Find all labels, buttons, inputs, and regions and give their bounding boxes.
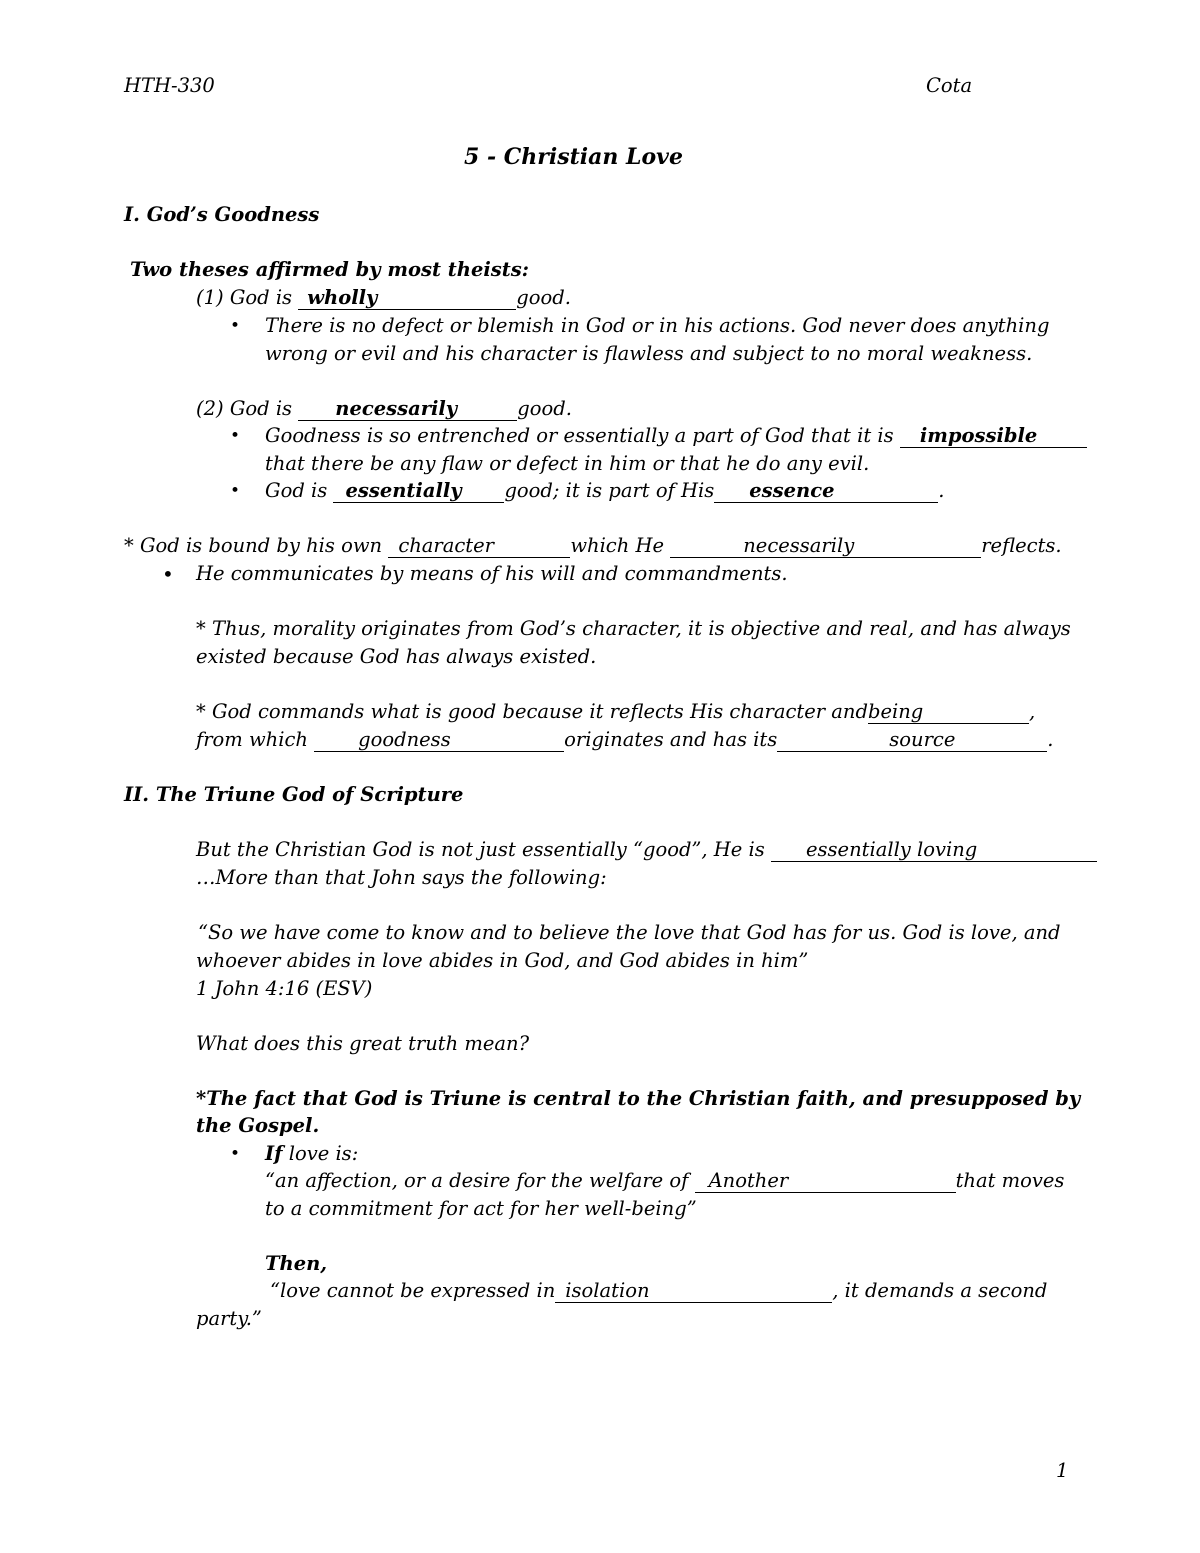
triune-statement-line-1: *The fact that God is Triune is central to the Christian faith, and presupposed by: [196, 1087, 1081, 1110]
scripture-quote-line-2: whoever abides in love abides in God, and God abides in him”: [196, 949, 809, 972]
page-title: 5 - Christian Love: [464, 144, 683, 170]
bullet-icon: •: [162, 562, 174, 586]
fill-blank-goodness: goodness: [314, 729, 564, 752]
morality-line-2: existed because God has always existed.: [196, 645, 597, 668]
header-course: HTH-330: [124, 74, 215, 97]
fill-blank-essentially: essentially: [333, 480, 504, 503]
thesis-2: (2) God is necessarily good.: [196, 397, 572, 420]
fill-blank-impossible: impossible: [900, 425, 1087, 448]
triune-statement-line-2: the Gospel.: [196, 1114, 320, 1137]
fill-blank-essence: essence: [714, 480, 938, 503]
scripture-quote-line-1: “So we have come to know and to believe the love that God has for us. God is love, and: [198, 921, 1061, 944]
fill-blank-necessarily-reflects: necessarily: [670, 535, 981, 558]
love-definition-line-1: “an affection, or a desire for the welfare of Another that moves: [265, 1169, 1065, 1192]
morality-line-1: * Thus, morality originates from God’s character, it is objective and real, and has always: [196, 617, 1071, 640]
love-definition-line-2: to a commitment for act for her well-being”: [265, 1197, 697, 1220]
commands-line-2: from which goodness originates and has its source .: [196, 728, 1054, 751]
if-love-is: If love is:: [265, 1142, 359, 1165]
fill-blank-another: Another: [695, 1170, 956, 1193]
scripture-reference: 1 John 4:16 (ESV): [196, 977, 373, 1000]
thesis-2-explanation-1: Goodness is so entrenched or essentially a part of God that it is impossible: [265, 422, 1087, 450]
thesis-2-explanation-1-line-2: that there be any flaw or defect in him or that he do any evil.: [265, 452, 870, 475]
fill-blank-essentially-loving: essentially loving: [771, 839, 1097, 862]
essentially-loving-line: But the Christian God is not just essentially “good”, He is essentially loving: [196, 836, 1097, 864]
thesis-1-explanation-line-1: There is no defect or blemish in God or in his actions. God never does anything: [265, 314, 1050, 337]
thesis-1: (1) God is wholly good.: [196, 286, 571, 309]
bullet-icon: •: [230, 481, 241, 501]
communicates-line: He communicates by means of his will and commandments.: [196, 562, 788, 585]
bullet-icon: •: [230, 426, 241, 446]
thesis-1-explanation-line-2: wrong or evil and his character is flawless and subject to no moral weakness.: [265, 342, 1033, 365]
bullet-icon: •: [230, 316, 241, 336]
then-label: Then,: [265, 1252, 328, 1275]
question-line: What does this great truth mean?: [196, 1032, 530, 1055]
more-than-that-line: …More than that John says the following:: [196, 866, 607, 889]
fill-blank-wholly: wholly: [298, 287, 516, 310]
bound-by-character: * God is bound by his own character which He necessarily reflects.: [124, 534, 1062, 557]
thesis-2-explanation-2: God is essentially good; it is part of His essence .: [265, 479, 945, 502]
header-author: Cota: [926, 74, 973, 97]
bullet-icon: •: [230, 1144, 241, 1164]
fill-blank-necessarily: necessarily: [298, 398, 517, 421]
section-heading-triune-god: II. The Triune God of Scripture: [124, 783, 464, 806]
section-heading-gods-goodness: I. God’s Goodness: [124, 203, 320, 226]
fill-blank-isolation: isolation: [555, 1280, 832, 1303]
isolation-line-2: party.”: [196, 1307, 262, 1330]
fill-blank-source: source: [777, 729, 1047, 752]
fill-blank-being: being: [868, 701, 1029, 724]
isolation-line-1: “love cannot be expressed in isolation , it demands a second: [270, 1279, 1048, 1302]
theses-intro: Two theses affirmed by most theists:: [130, 258, 529, 281]
fill-blank-character: character: [388, 535, 570, 558]
page-number: 1: [1056, 1459, 1069, 1482]
commands-line-1: * God commands what is good because it reflects His character andbeing ,: [196, 700, 1036, 723]
